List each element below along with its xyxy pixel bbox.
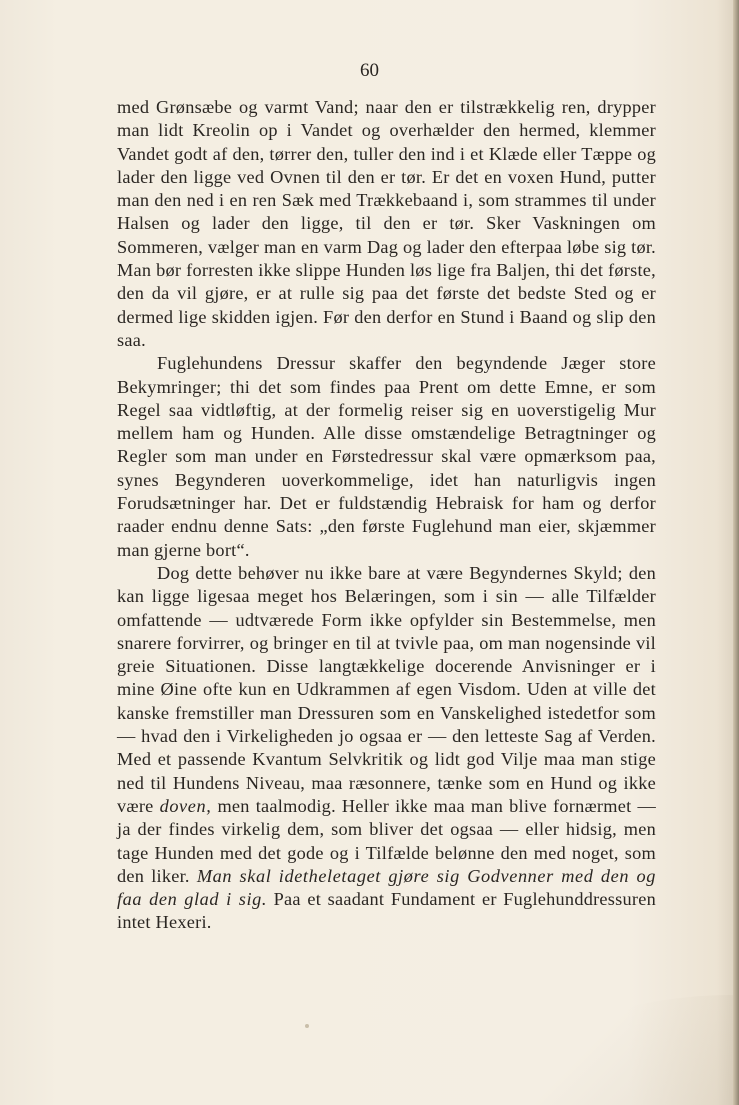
text-segment: men taalmodig. Heller ikke maa man blive fornærmet — ja der findes virkelig dem, som bliver det ogsaa — eller hidsig, men tage Hunden med det gode og i Tilfælde belønne den med noget, som den liker.	[117, 795, 656, 886]
page-number: 60	[360, 60, 379, 81]
text-segment: Paa et saadant Fundament er Fuglehunddressuren intet Hexeri.	[117, 889, 657, 933]
emphasis-word: doven,	[159, 795, 212, 816]
emphasis-sentence: Man skal idetheletaget gjøre sig Godvenner med den og faa den glad i sig.	[117, 865, 656, 910]
page-corner-shadow	[503, 995, 733, 1105]
body-text	[117, 96, 656, 935]
paragraph-3	[117, 562, 656, 935]
page-edge	[733, 0, 739, 1105]
text-segment: Fuglehundens Dressur skaffer den begyndende Jæger store Bekymringer; thi det som findes paa Prent om dette Emne, er som Regel saa vidtløftig, at der formelig reiser sig en uoverstigelig Mur mellem ham og Hunden. Alle disse omstændelige Betragtninger og Regler som man under en Førstedressur skal være opmærksom paa, synes Begynderen uoverkommelige, idet han naturligvis ingen Forudsætninger har. Det er fuldstændig Hebraisk for ham og derfor raader endnu denne Sats: „den første Fuglehund man eier, skjæmmer man gjerne bort“.	[117, 353, 656, 560]
text-segment: Dog dette behøver nu ikke bare at være Begyndernes Skyld; den kan ligge ligesaa meget hos Belæringen, som i sin — alle Tilfælder omfattende — udtværede Form ikke opfylder sin Bestemmelse, men snarere forvirrer, og bringer en til at tvivle paa, om man nogensinde vil greie Situationen. Disse langtækkelige docerende Anvisninger er i mine Øine ofte kun en Udkrammen af egen Visdom. Uden at ville det kanske fremstiller man Dressuren som en Vanskelighed istedetfor som — hvad den i Virkeligheden jo ogsaa er — den letteste Sag af Verden. Med et passende Kvantum Selvkritik og lidt god Vilje maa man stige ned til Hundens Niveau, maa ræsonnere, tænke som en Hund og ikke være	[117, 562, 656, 816]
text-segment: med Grønsæbe og varmt Vand; naar den er tilstrækkelig ren, drypper man lidt Kreolin op i Vandet og overhælder den hermed, klemmer Vandet godt af den, tørrer den, tuller den ind i et Klæde eller Tæppe og lader den ligge ved Ovnen til den er tør. Er det en voxen Hund, putter man den ned i en ren Sæk med Trækkebaand i, som strammes til under Halsen og lader den ligge, til den er tør. Sker Vaskningen om Sommeren, vælger man en varm Dag og lader den efterpaa løbe sig tør. Man bør forresten ikke slippe Hunden løs lige fra Baljen, thi det første, den da vil gjøre, er at rulle sig paa det første det bedste Sted og er dermed lige skidden igjen. Før den derfor en Stund i Baand og slip den saa.	[117, 97, 656, 350]
ink-speck	[305, 1024, 309, 1028]
paragraph-1	[117, 96, 656, 352]
paragraph-2	[117, 352, 656, 562]
